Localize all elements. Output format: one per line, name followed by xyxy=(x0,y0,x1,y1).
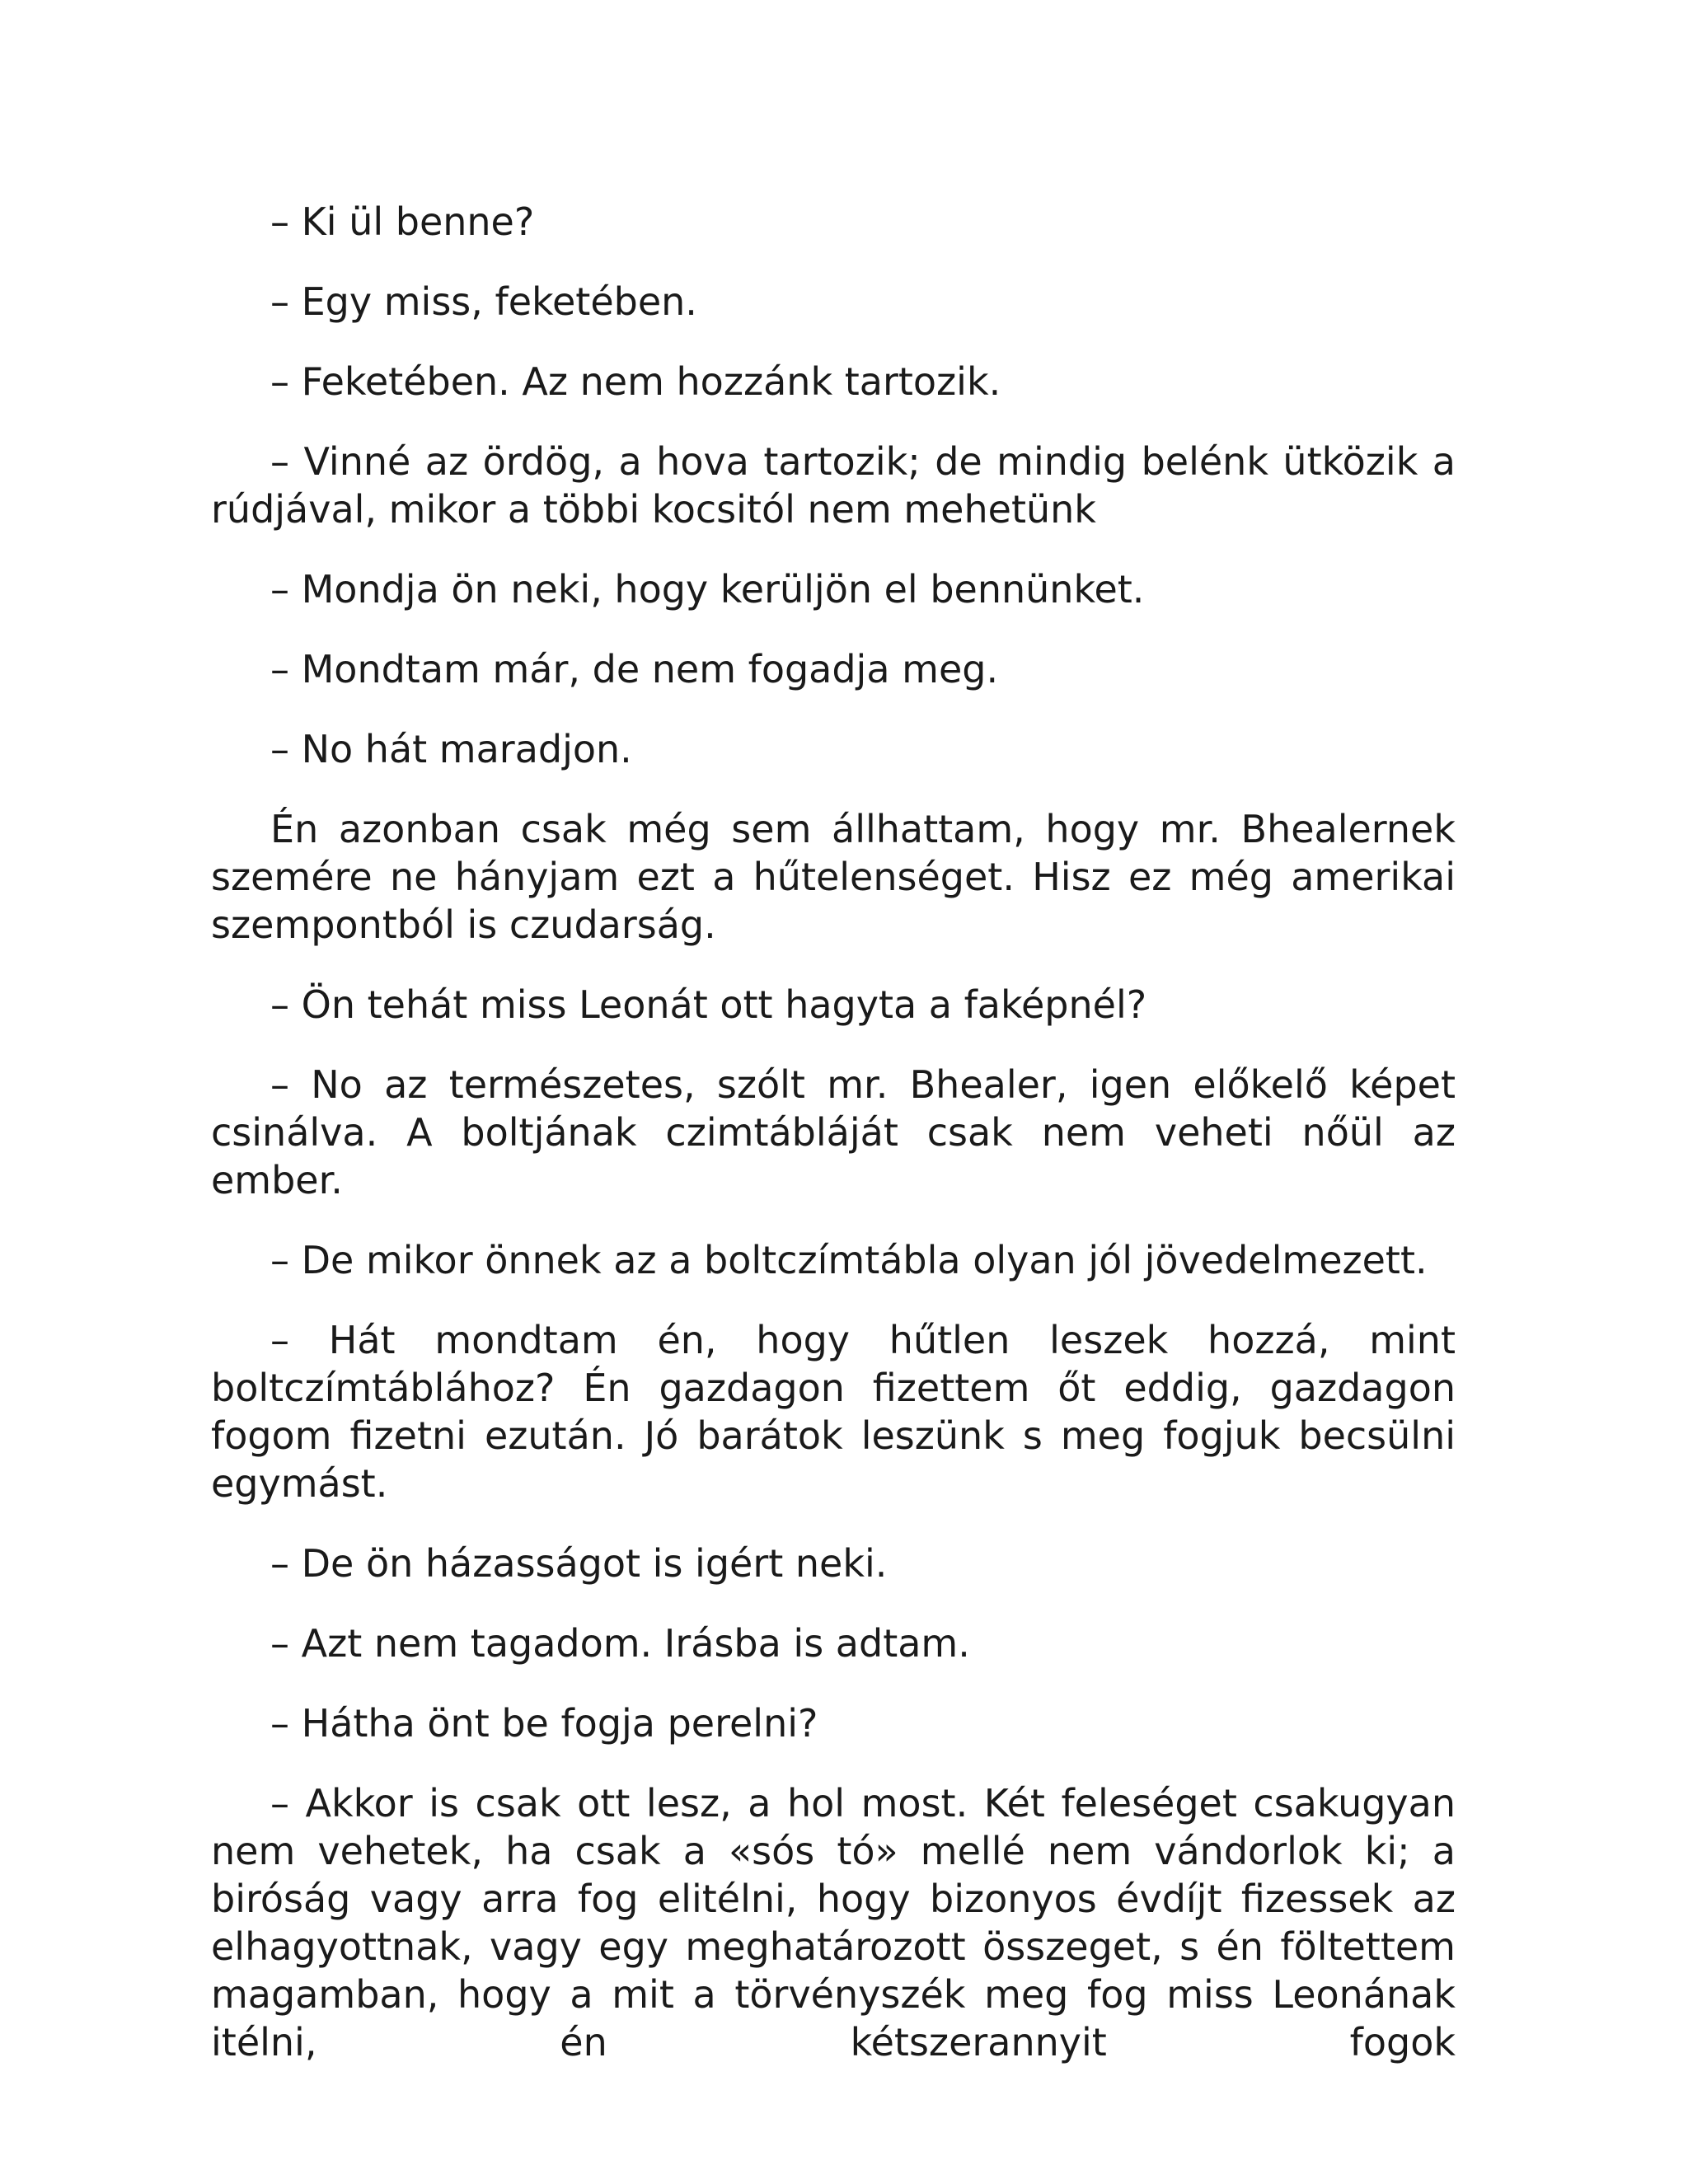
paragraph-2: – Egy miss, feketében. xyxy=(270,279,697,324)
paragraph-3: – Feketében. Az nem hozzánk tartozik. xyxy=(270,359,1001,404)
paragraph-16: – Akkor is csak ott lesz, a hol most. Két feleséget csakugyan nem vehetek, ha csak a «sós tó» mellé nem vándorlok ki; a biróság vagy arra fog elitélni, hogy bizonyos évdíjt fizessek az elhagyottnak, vagy egy meghatározott összeget, s én föltettem magamban, hogy a mit a törvényszék meg fog miss Leonának itélni, én kétszerannyit fogok xyxy=(211,1781,1456,2064)
paragraph-15: – Hátha önt be fogja perelni? xyxy=(270,1701,818,1746)
page-body xyxy=(211,198,1456,2066)
paragraph-14: – Azt nem tagadom. Irásba is adtam. xyxy=(270,1621,970,1666)
paragraph-1: – Ki ül benne? xyxy=(270,199,535,244)
paragraph-6: – Mondtam már, de nem fogadja meg. xyxy=(270,647,999,691)
paragraph-7: – No hát maradjon. xyxy=(270,727,632,771)
paragraph-4: – Vinné az ördög, a hova tartozik; de mindig belénk ütközik a rúdjával, mikor a többi kocsitól nem mehetünk xyxy=(211,439,1456,532)
paragraph-8: Én azonban csak még sem állhattam, hogy mr. Bhealernek szemére ne hányjam ezt a hűtelenséget. Hisz ez még amerikai szempontból is czudarság. xyxy=(211,807,1456,947)
paragraph-10: – No az természetes, szólt mr. Bhealer, igen előkelő képet csinálva. A boltjának czimtábláját csak nem veheti nőül az ember. xyxy=(211,1062,1456,1202)
paragraph-11: – De mikor önnek az a boltczímtábla olyan jól jövedelmezett. xyxy=(270,1238,1428,1282)
paragraph-5: – Mondja ön neki, hogy kerüljön el bennünket. xyxy=(270,567,1145,612)
paragraph-13: – De ön házasságot is igért neki. xyxy=(270,1541,888,1586)
paragraph-9: – Ön tehát miss Leonát ott hagyta a faképnél? xyxy=(270,982,1147,1027)
paragraph-12: – Hát mondtam én, hogy hűtlen leszek hozzá, mint boltczímtáblához? Én gazdagon fizettem őt eddig, gazdagon fogom fizetni ezután. Jó barátok leszünk s meg fogjuk becsülni egymást. xyxy=(211,1318,1456,1506)
